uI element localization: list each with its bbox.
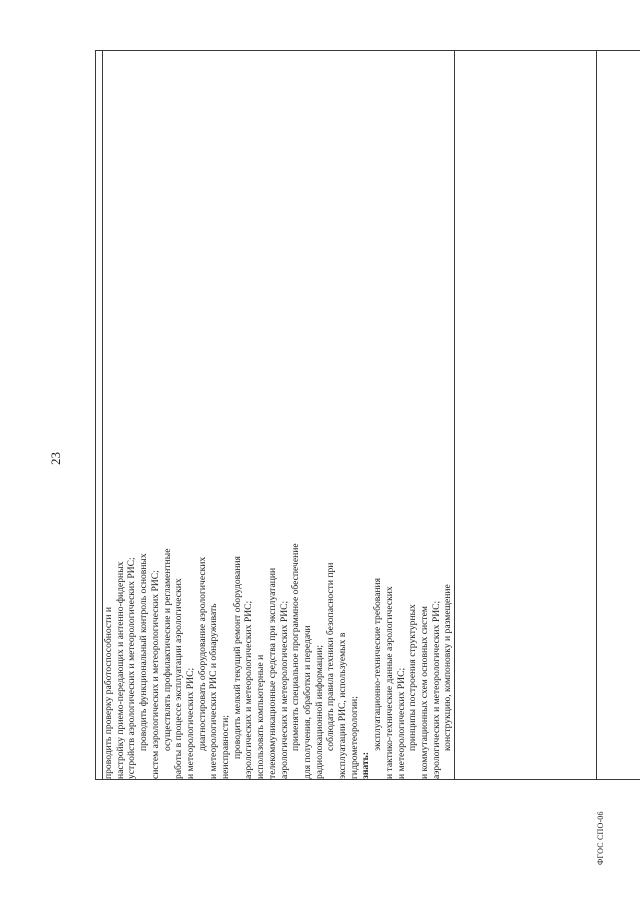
text-line: и метеорологических РИС и обнаруживать bbox=[208, 603, 220, 779]
text-line: проводить функциональный контроль основных bbox=[138, 553, 150, 751]
text-line: гидрометеорологии; bbox=[348, 696, 360, 779]
empty-cell bbox=[96, 51, 103, 780]
text-line: диагностировать оборудование аэрологических bbox=[196, 556, 208, 751]
text-line: и метеорологических РИС; bbox=[395, 667, 407, 779]
text-line: использовать компьютерные и bbox=[255, 654, 267, 779]
table-row bbox=[455, 51, 597, 780]
competency-table bbox=[95, 50, 640, 780]
text-line: телекоммуникационные средства при эксплуатации bbox=[266, 567, 278, 779]
table-row bbox=[597, 51, 640, 780]
skills-knowledge-cell bbox=[103, 51, 455, 780]
text-line: конструкцию, компоновку и размещение bbox=[442, 584, 454, 751]
text-line: и тактико-технические данные аэрологических bbox=[383, 586, 395, 779]
text-line: знать: bbox=[360, 752, 372, 779]
text-line: работы в процессе эксплуатации аэрологических bbox=[173, 578, 185, 779]
text-line: для получения, обработки и передачи bbox=[301, 625, 313, 779]
text-line: радиолокационной информации; bbox=[313, 644, 325, 779]
text-line: эксплуатационно-технические требования bbox=[372, 577, 384, 751]
document-footer: ФГОС СПО-06 bbox=[596, 811, 605, 865]
empty-cell bbox=[455, 51, 597, 780]
text-line: настройку приемо-передающих и антенно-фидерных bbox=[114, 561, 126, 779]
table-row bbox=[96, 51, 103, 780]
text-line: принципы построения структурных bbox=[407, 604, 419, 751]
text-line: проводить мелкий текущий ремонт оборудования bbox=[231, 556, 243, 759]
text-line: аэрологических и метеорологических РИС; bbox=[243, 600, 255, 779]
table-row bbox=[103, 51, 455, 780]
text-line: осуществлять профилактические и регламентные bbox=[161, 548, 173, 751]
text-line: систем аэрологических и метеорологических РИС; bbox=[149, 570, 161, 779]
page-number: 23 bbox=[48, 452, 63, 465]
text-line: эксплуатации РИС, используемых в bbox=[337, 632, 349, 779]
text-line: неисправности; bbox=[220, 715, 232, 779]
text-line: и коммутационных схем основных систем bbox=[418, 606, 430, 779]
text-line: и метеорологических РИС; bbox=[184, 667, 196, 779]
text-line: соблюдать правила техники безопасности при bbox=[325, 562, 337, 751]
text-line: применять специальное программное обеспечение bbox=[290, 543, 302, 751]
text-line: аэрологических и метеорологических РИС; bbox=[278, 600, 290, 779]
text-line: устройств аэрологических и метеорологических РИС; bbox=[126, 557, 138, 779]
empty-cell bbox=[597, 51, 640, 780]
text-line: проводить проверку работоспособности и bbox=[103, 606, 114, 779]
text-line: аэрологических и метеорологических РИС; bbox=[430, 600, 442, 779]
